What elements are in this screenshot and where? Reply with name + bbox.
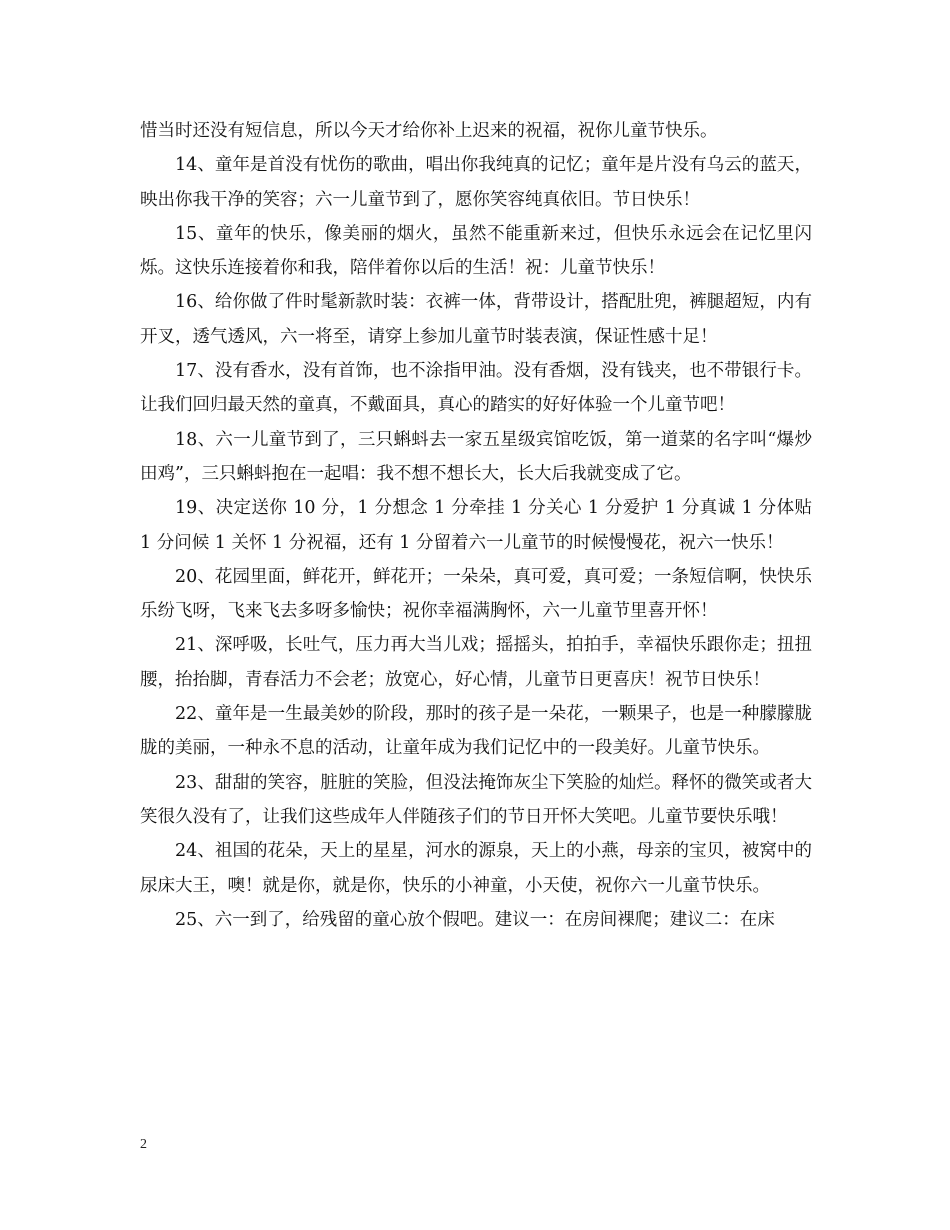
paragraph-24: 24、祖国的花朵，天上的星星，河水的源泉，天上的小燕，母亲的宝贝，被窝中的尿床大王，噢！就是你，就是你，快乐的小神童，小天使，祝你六一儿童节快乐。: [140, 841, 812, 896]
paragraph-23: 23、甜甜的笑容，脏脏的笑脸，但没法掩饰灰尘下笑脸的灿烂。释怀的微笑或者大笑很久没有了，让我们这些成年人伴随孩子们的节日开怀大笑吧。儿童节要快乐哦！: [140, 772, 812, 827]
document-body: [140, 114, 812, 937]
paragraph-22: 22、童年是一生最美妙的阶段，那时的孩子是一朵花，一颗果子，也是一种朦朦胧胧的美丽，一种永不息的活动，让童年成为我们记忆中的一段美好。儿童节快乐。: [140, 704, 812, 759]
paragraph-14: 14、童年是首没有忧伤的歌曲，唱出你我纯真的记忆；童年是片没有乌云的蓝天，映出你我干净的笑容；六一儿童节到了，愿你笑容纯真依旧。节日快乐！: [140, 155, 812, 210]
paragraph-18: 18、六一儿童节到了，三只蝌蚪去一家五星级宾馆吃饭，第一道菜的名字叫“爆炒田鸡”，三只蝌蚪抱在一起唱：我不想不想长大，长大后我就变成了它。: [140, 429, 812, 484]
paragraph-19: 19、决定送你 10 分，1 分想念 1 分牵挂 1 分关心 1 分爱护 1 分真诚 1 分体贴 1 分问候 1 关怀 1 分祝福，还有 1 分留着六一儿童节的时候慢慢花，祝六一快乐！: [140, 498, 812, 553]
paragraph-25: 25、六一到了，给残留的童心放个假吧。建议一：在房间裸爬；建议二：在床: [175, 909, 775, 930]
page-number: 2: [140, 1137, 147, 1152]
paragraph-20: 20、花园里面，鲜花开，鲜花开；一朵朵，真可爱，真可爱；一条短信啊，快快乐乐纷飞呀，飞来飞去多呀多愉快；祝你幸福满胸怀，六一儿童节里喜开怀！: [140, 566, 812, 622]
paragraph-17: 17、没有香水，没有首饰，也不涂指甲油。没有香烟，没有钱夹，也不带银行卡。让我们回归最天然的童真，不戴面具，真心的踏实的好好体验一个儿童节吧！: [140, 361, 812, 416]
paragraph-16: 16、给你做了件时髦新款时装：衣裤一体，背带设计，搭配肚兜，裤腿超短，内有开叉，透气透风，六一将至，请穿上参加儿童节时装表演，保证性感十足！: [140, 292, 812, 347]
paragraph-continuation: 惜当时还没有短信息，所以今天才给你补上迟来的祝福，祝你儿童节快乐。: [140, 121, 718, 141]
paragraph-15: 15、童年的快乐，像美丽的烟火，虽然不能重新来过，但快乐永远会在记忆里闪烁。这快乐连接着你和我，陪伴着你以后的生活！祝：儿童节快乐！: [140, 223, 812, 279]
paragraph-21: 21、深呼吸，长吐气，压力再大当儿戏；摇摇头，拍拍手，幸福快乐跟你走；扭扭腰，抬抬脚，青春活力不会老；放宽心，好心情，儿童节日更喜庆！祝节日快乐！: [140, 635, 812, 690]
